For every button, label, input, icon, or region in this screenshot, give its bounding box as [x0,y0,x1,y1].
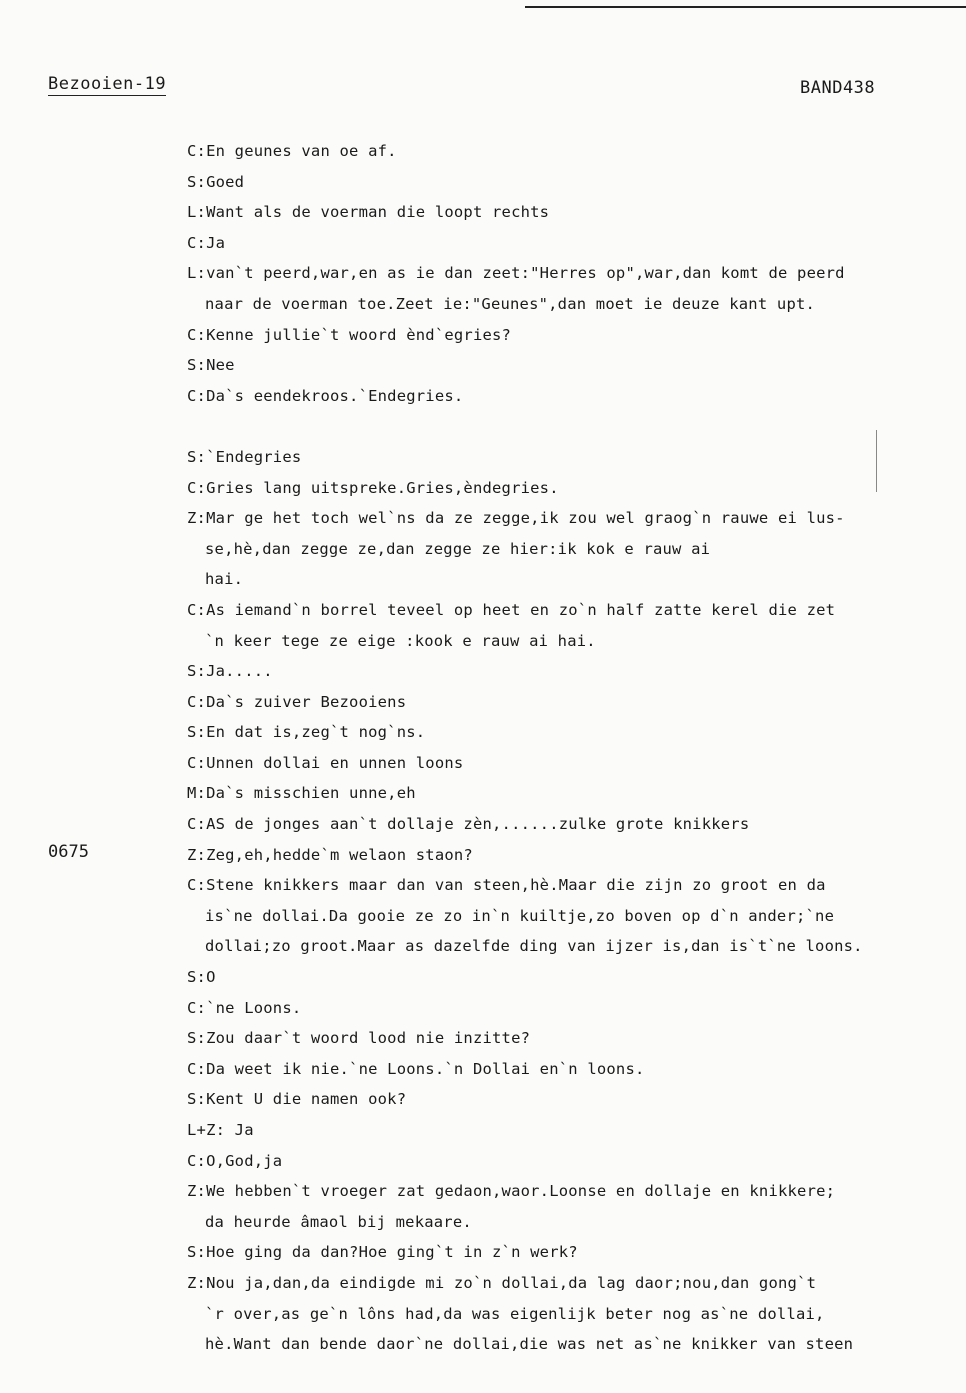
transcript [187,136,947,1360]
transcript-line: M:Da`s misschien unne,eh [187,784,416,803]
transcript-line: Z:We hebben`t vroeger zat gedaon,waor.Loonse en dollaje en knikkere; [187,1182,836,1201]
margin-counter: 0675 [48,842,89,862]
transcript-line-continuation: hai. [205,570,244,589]
tape-number: BAND438 [800,78,876,98]
transcript-line: C:Gries lang uitspreke.Gries,èndegries. [187,478,559,497]
transcript-line: S:O [187,968,216,987]
transcript-line: S:En dat is,zeg`t nog`ns. [187,723,426,742]
transcript-line-continuation: dollai;zo groot.Maar as dazelfde ding van ijzer is,dan is`t`ne loons. [205,937,863,956]
transcript-line-continuation: is`ne dollai.Da gooie ze zo in`n kuiltje,zo boven op d`n ander;`ne [205,906,835,925]
transcript-line: S:Hoe ging da dan?Hoe ging`t in z`n werk? [187,1243,578,1262]
transcript-line: C:O,God,ja [187,1151,283,1170]
transcript-line: L:van`t peerd,war,en as ie dan zeet:"Herres op",war,dan komt de peerd [187,264,845,283]
transcript-line: C:Da weet ik nie.`ne Loons.`n Dollai en`n loons. [187,1059,645,1078]
transcript-line: S:Ja..... [187,662,273,681]
transcript-line-continuation: `r over,as ge`n lôns had,da was eigenlijk beter nog as`ne dollai, [205,1304,825,1323]
transcript-line: C:Ja [187,233,226,252]
transcript-line: C:As iemand`n borrel teveel op heet en zo`n half zatte kerel die zet [187,600,836,619]
transcript-line: Z:Mar ge het toch wel`ns da ze zegge,ik zou wel graog`n rauwe ei lus- [187,509,845,528]
transcript-line-continuation: da heurde âmaol bij mekaare. [205,1212,472,1231]
transcript-line: C:Da`s eendekroos.`Endegries. [187,386,464,405]
transcript-line-continuation: se,hè,dan zegge ze,dan zegge ze hier:ik kok e rauw ai [205,539,711,558]
transcript-line: S:Goed [187,172,245,191]
transcript-line: C:Unnen dollai en unnen loons [187,753,464,772]
transcript-line: C:Kenne jullie`t woord ènd`egries? [187,325,512,344]
document-id: Bezooien-19 [48,74,167,94]
transcript-line: S:Kent U die namen ook? [187,1090,407,1109]
transcript-line: C:AS de jonges aan`t dollaje zèn,......zulke grote knikkers [187,815,750,834]
transcript-line: L:Want als de voerman die loopt rechts [187,203,550,222]
transcript-line: C:Stene knikkers maar dan van steen,hè.Maar die zijn zo groot en da [187,876,826,895]
transcript-line: C:`ne Loons. [187,998,302,1017]
transcript-line: Z:Nou ja,dan,da eindigde mi zo`n dollai,da lag daor;nou,dan gong`t [187,1273,817,1292]
transcript-line: S:Zou daar`t woord lood nie inzitte? [187,1029,531,1048]
transcript-line: S:`Endegries [187,447,302,466]
transcript-line: S:Nee [187,356,235,375]
transcript-line-continuation: hè.Want dan bende daor`ne dollai,die was net as`ne knikker van steen [205,1335,854,1354]
top-rule [525,6,966,8]
transcript-line-continuation: `n keer tege ze eige :kook e rauw ai hai. [205,631,596,650]
transcript-line [187,411,947,442]
transcript-line: Z:Zeg,eh,hedde`m welaon staon? [187,845,473,864]
transcript-line: C:Da`s zuiver Bezooiens [187,692,407,711]
transcript-line: L+Z: Ja [187,1121,254,1139]
transcript-line-continuation: naar de voerman toe.Zeet ie:"Geunes",dan moet ie deuze kant upt. [205,294,816,313]
transcript-line: C:En geunes van oe af. [187,142,397,160]
